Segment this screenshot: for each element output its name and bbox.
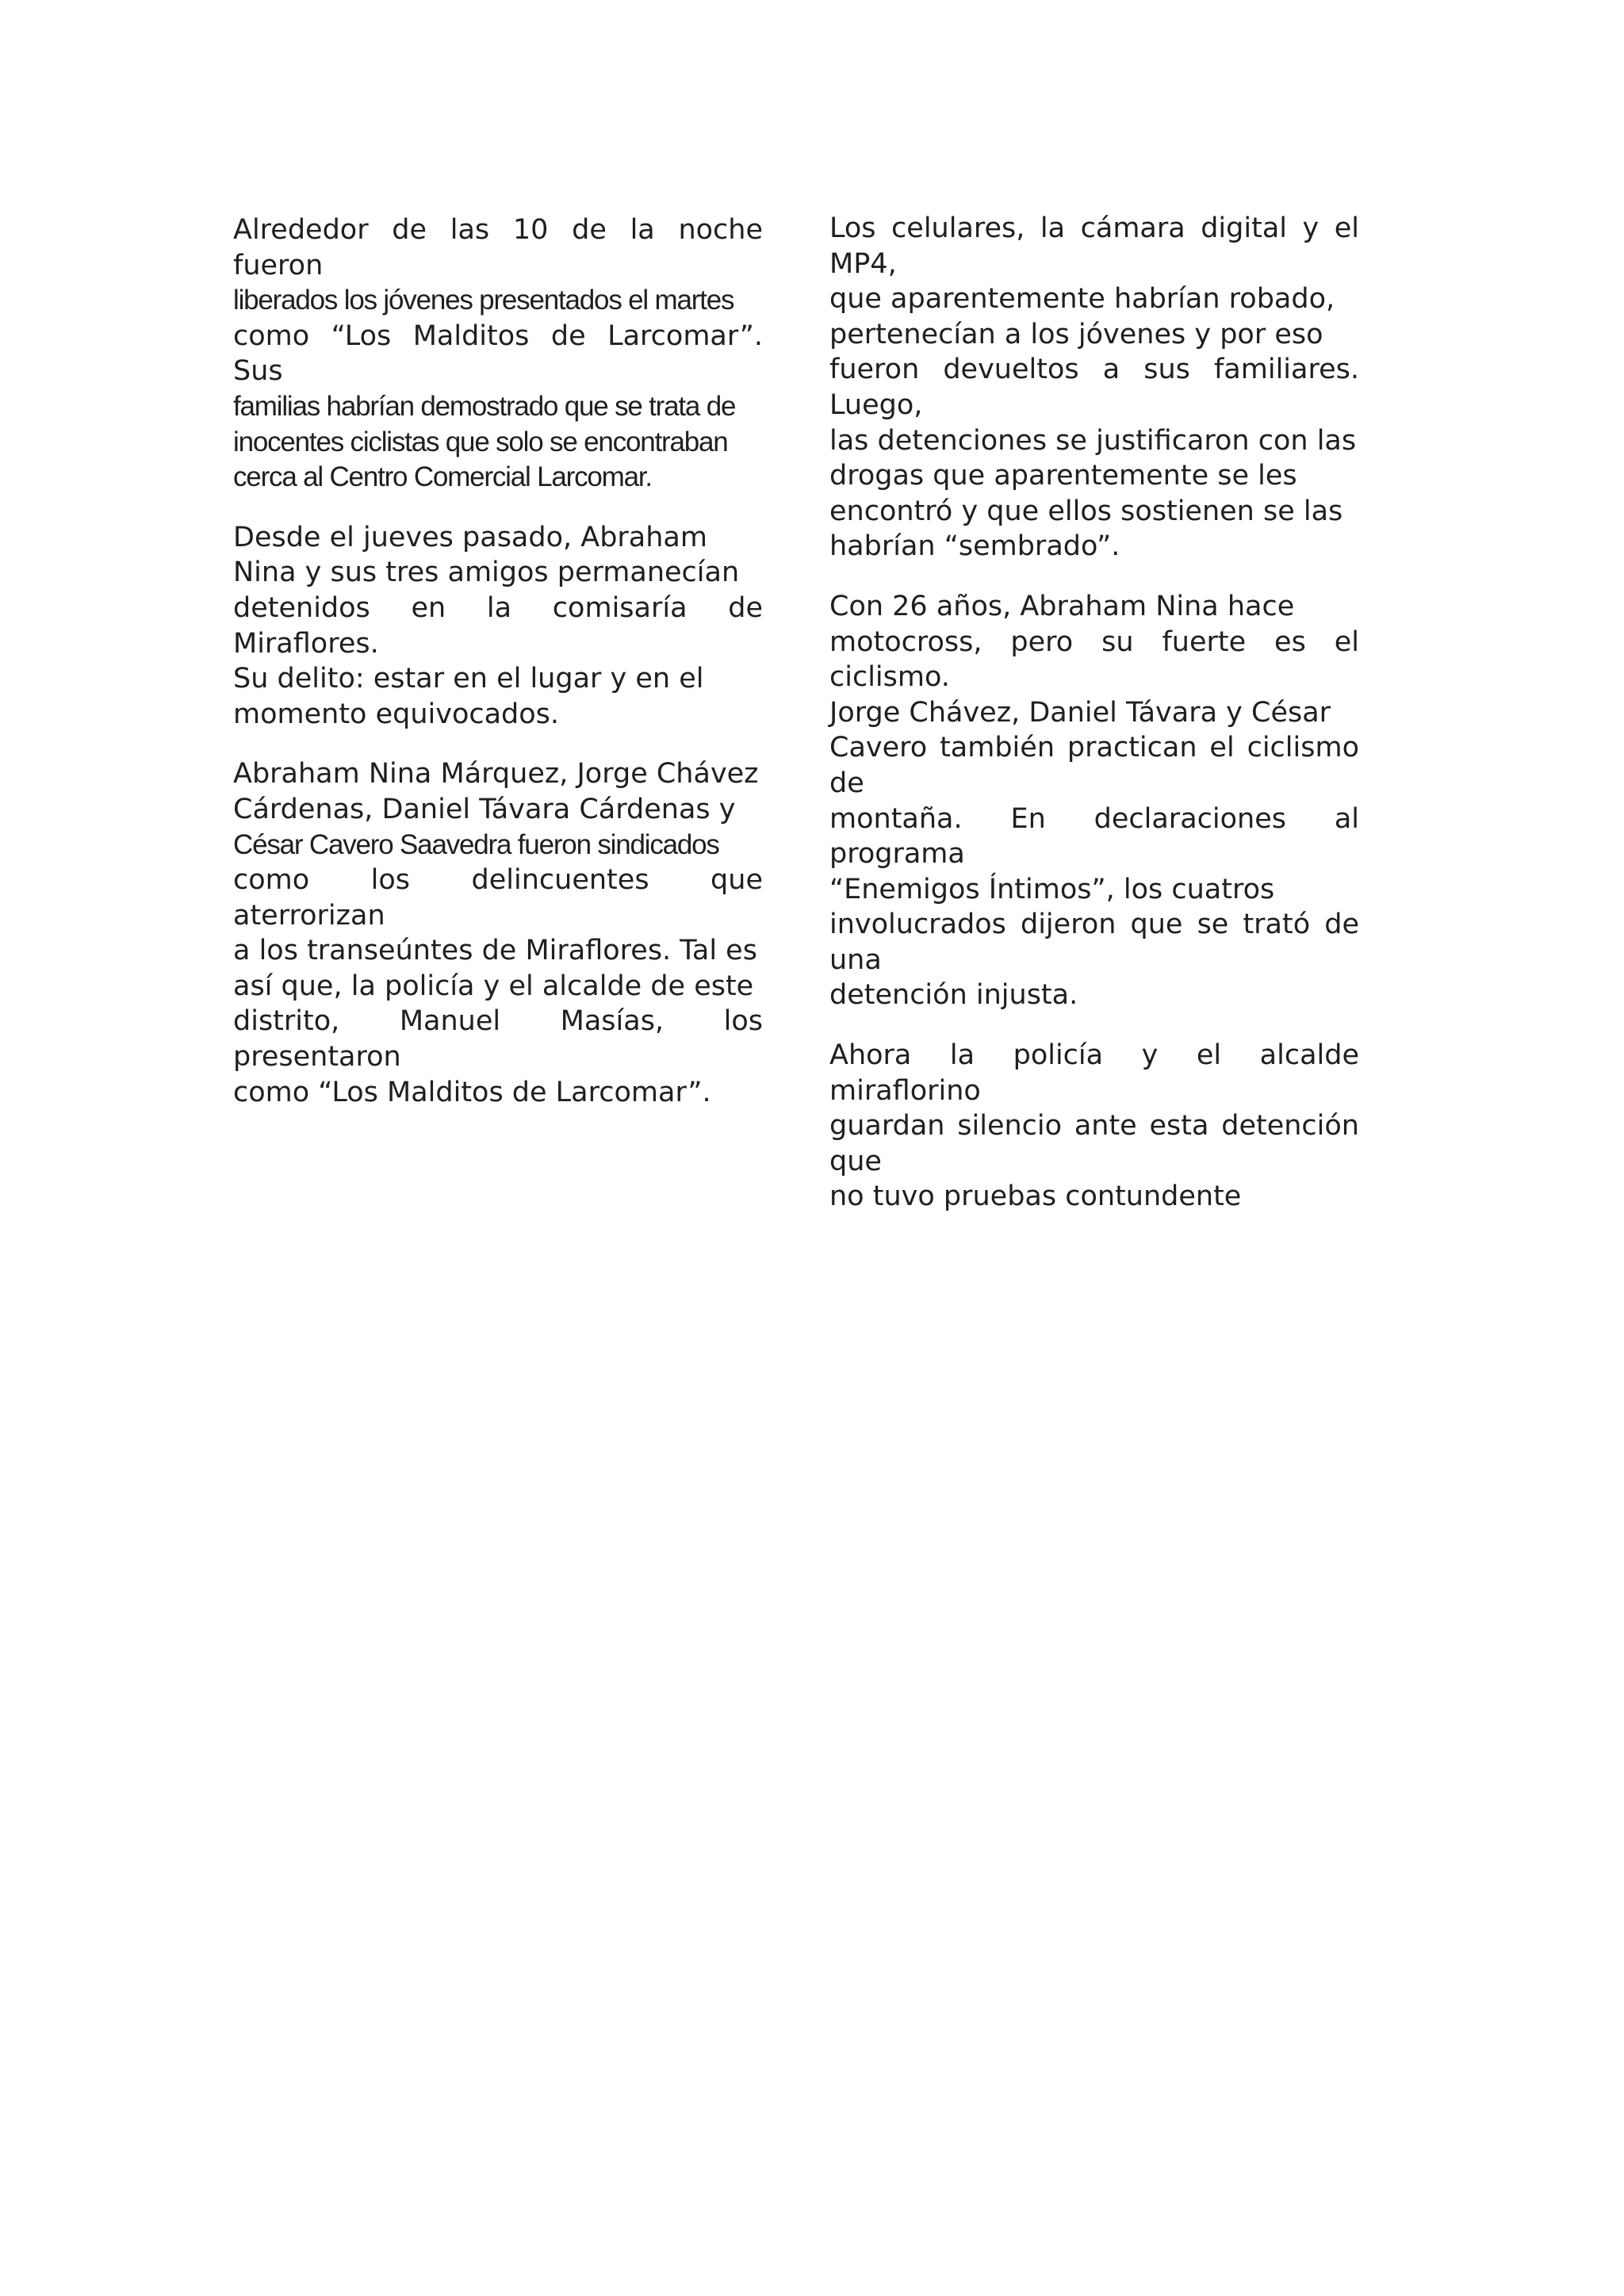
text-line: “Enemigos Íntimos”, los cuatros (829, 873, 1275, 905)
text-line: habrían “sembrado”. (829, 530, 1120, 563)
text-line: Desde el jueves pasado, Abraham (233, 521, 707, 553)
text-line: como “Los Malditos de Larcomar”. Sus (233, 320, 763, 388)
text-line: no tuvo pruebas contundente (829, 1181, 1242, 1213)
text-line: familias habrían demostrado que se trata de (233, 390, 736, 422)
text-line: Ahora la policía y el alcalde miraflorino (829, 1039, 1359, 1107)
text-line: Nina y sus tres amigos permanecían (233, 557, 740, 589)
text-line: Cárdenas, Daniel Távara Cárdenas y (233, 793, 736, 825)
text-line: detenidos en la comisaría de Miraflores. (233, 591, 763, 660)
text-line: que aparentemente habrían robado, (829, 283, 1335, 316)
text-line: fueron devueltos a sus familiares. Luego, (829, 354, 1359, 421)
text-line: motocross, pero su fuerte es el ciclismo. (829, 626, 1359, 694)
text-line: pertenecían a los jóvenes y por eso (829, 318, 1323, 350)
text-line: Los celulares, la cámara digital y el MP4, (829, 212, 1359, 280)
paragraph-names (233, 756, 763, 1110)
text-line: detención injusta. (829, 979, 1078, 1012)
text-line: Jorge Chávez, Daniel Távara y César (829, 696, 1331, 729)
text-line: momento equivocados. (233, 698, 560, 730)
paragraph-silence (829, 1038, 1359, 1215)
text-line: drogas que aparentemente se les (829, 460, 1297, 492)
text-line: inocentes ciclistas que solo se encontraban (233, 426, 728, 457)
text-line: las detenciones se justificaron con las (829, 424, 1357, 457)
left-column (233, 212, 763, 1135)
text-line: Cavero también practican el ciclismo de (829, 732, 1359, 799)
text-line: Alrededor de las 10 de la noche fueron (233, 214, 763, 281)
text-line: así que, la policía y el alcalde de este (233, 970, 754, 1002)
text-line: César Cavero Saavedra fueron sindicados (233, 828, 719, 860)
text-line: a los transeúntes de Miraflores. Tal es (233, 935, 757, 967)
text-line: Su delito: estar en el lugar y en el (233, 663, 704, 695)
text-line: cerca al Centro Comercial Larcomar. (233, 461, 652, 493)
text-line: encontró y que ellos sostienen se las (829, 495, 1343, 527)
text-line: distrito, Manuel Masías, los presentaron (233, 1005, 763, 1073)
text-line: Abraham Nina Márquez, Jorge Chávez (233, 758, 759, 790)
text-line: como los delincuentes que aterrorizan (233, 864, 763, 932)
paragraph-release (233, 212, 763, 496)
right-column (829, 211, 1359, 1239)
text-line: montaña. En declaraciones al programa (829, 802, 1359, 871)
text-line: Con 26 años, Abraham Nina hace (829, 590, 1295, 622)
text-line: como “Los Malditos de Larcomar”. (233, 1076, 711, 1108)
text-line: guardan silencio ante esta detención que (829, 1110, 1359, 1177)
paragraph-detention (233, 520, 763, 733)
text-line: liberados los jóvenes presentados el martes (233, 285, 734, 316)
text-line: involucrados dijeron que se trató de una (829, 909, 1359, 976)
paragraph-cycling (829, 589, 1359, 1013)
paragraph-belongings (829, 211, 1359, 564)
